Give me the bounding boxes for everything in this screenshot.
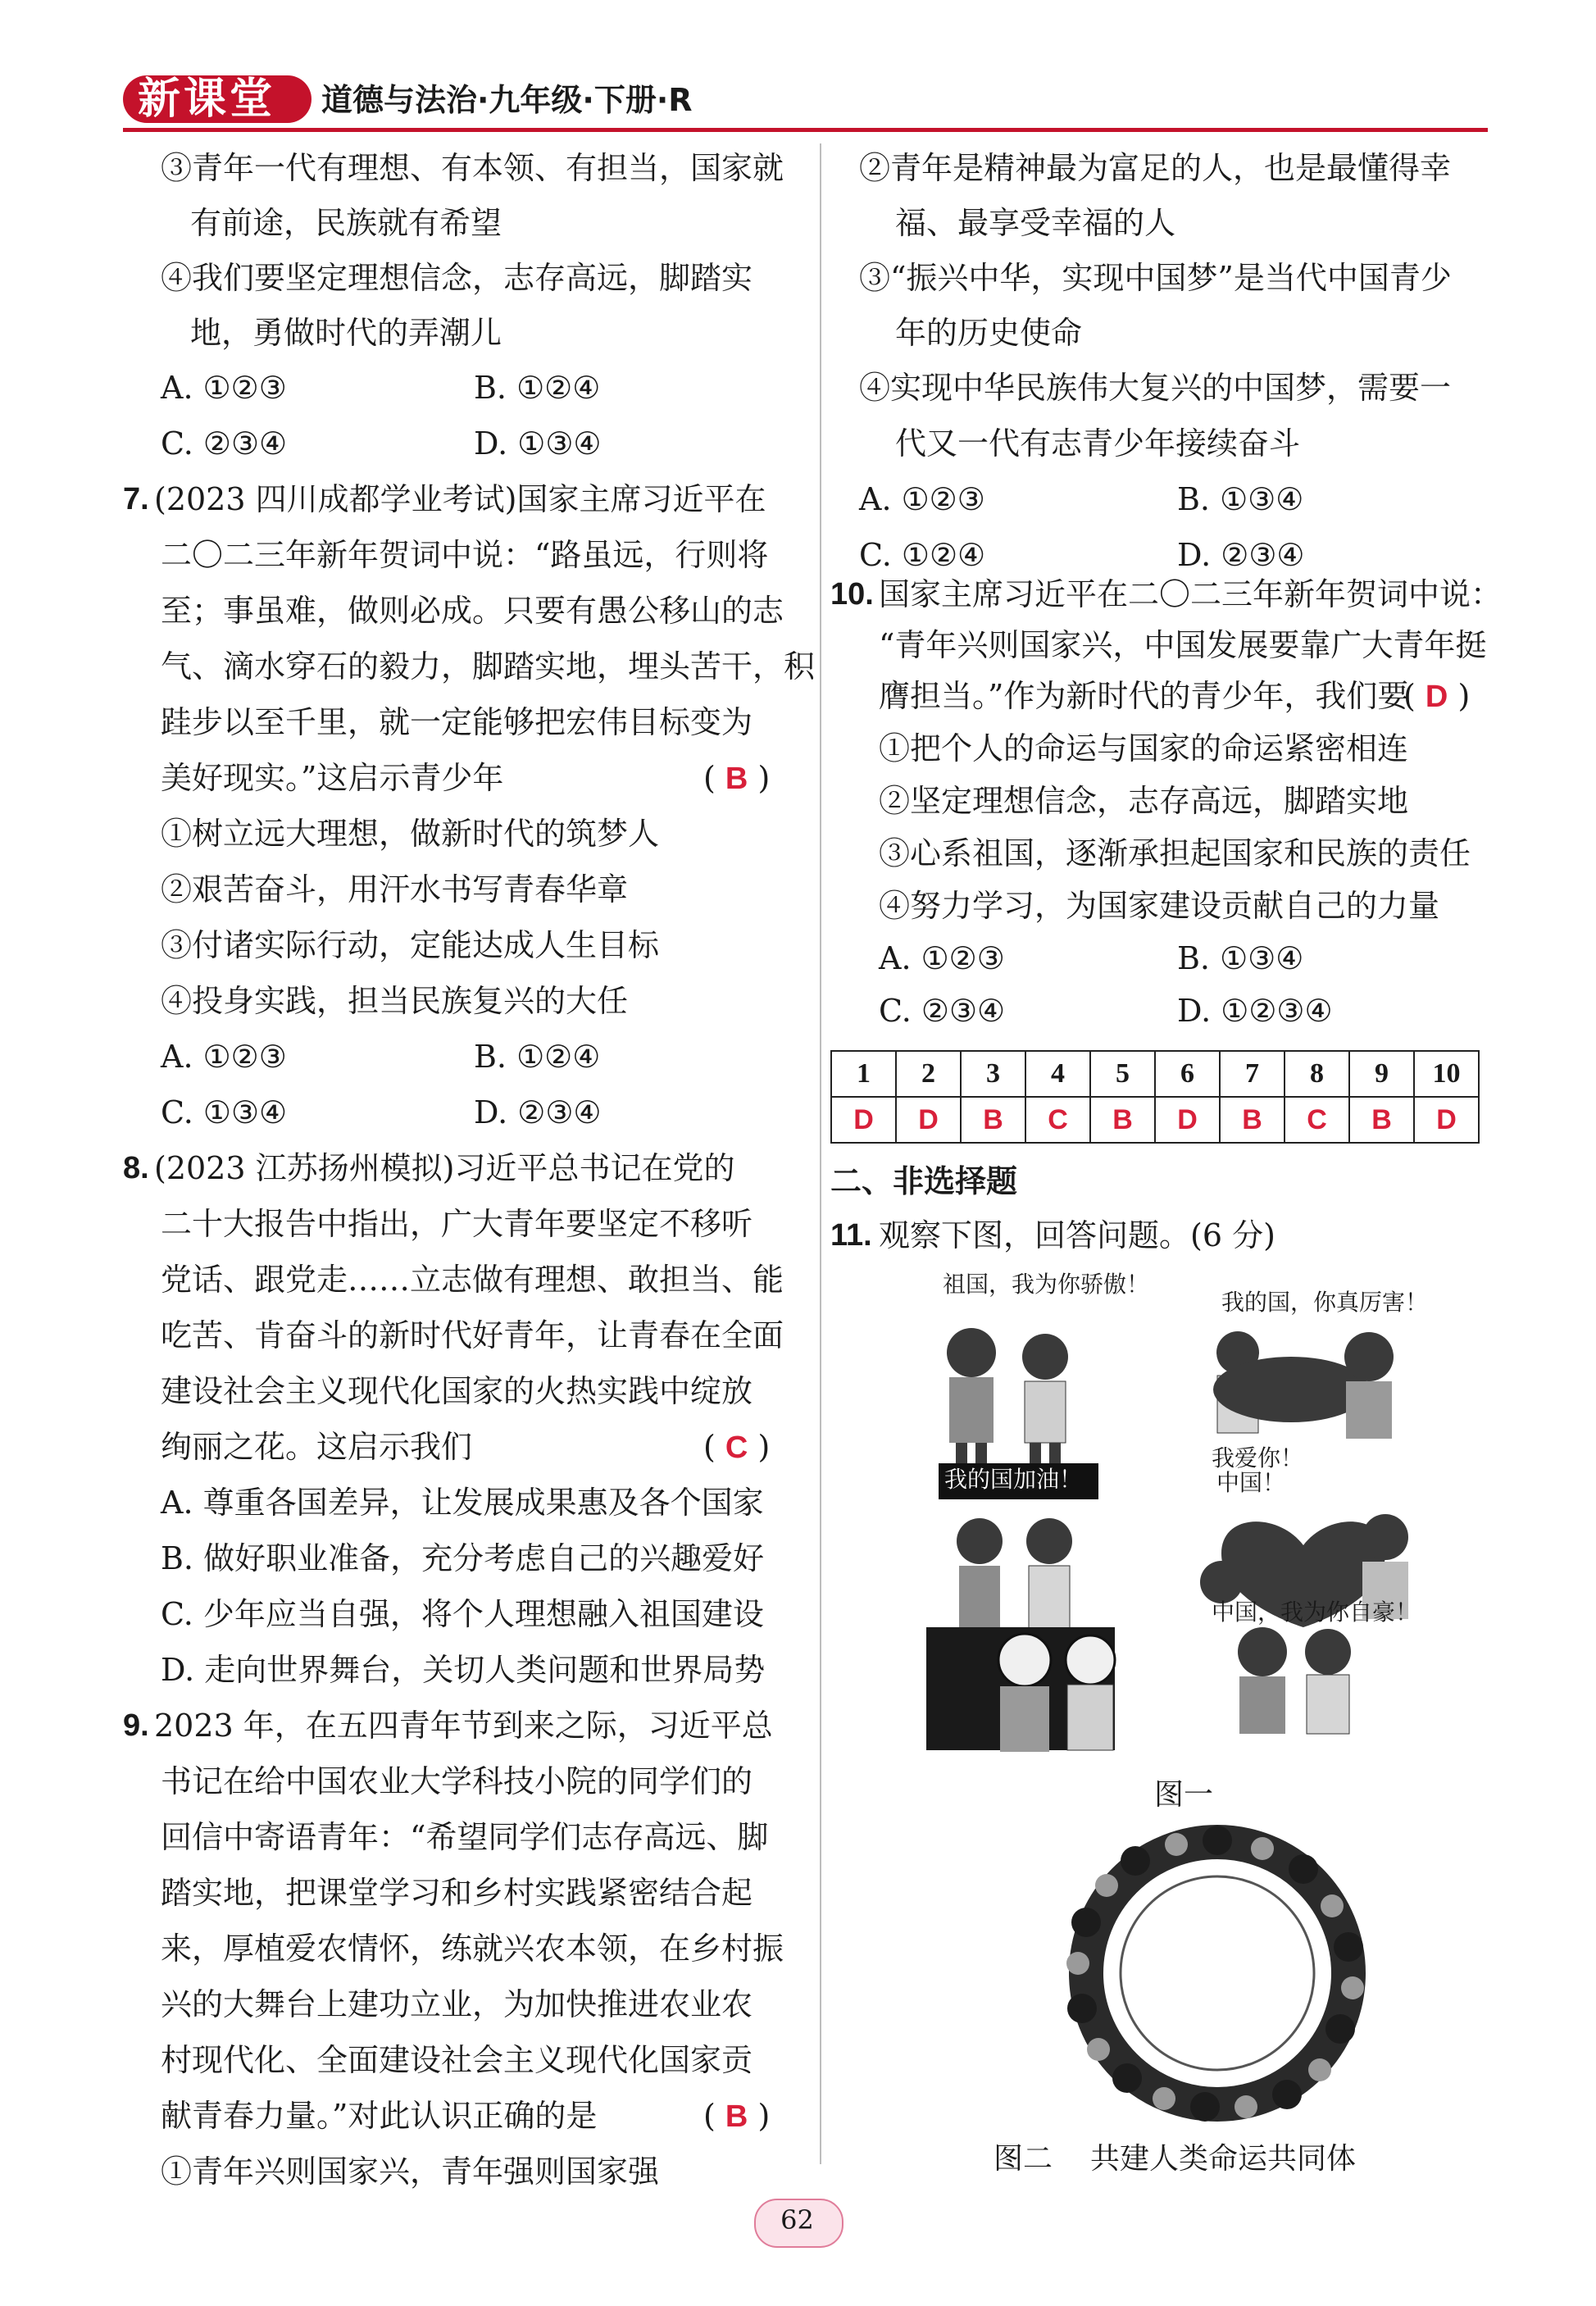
answer-key-answer: B xyxy=(961,1097,1025,1143)
q9-item-3-line2: 年的历史使命 xyxy=(895,315,1083,351)
q10-option-a: A. ①②③ xyxy=(879,940,1005,976)
q9-line1: 2023 年，在五四青年节到来之际，习近平总 xyxy=(154,1708,773,1744)
q7-answer-letter: B xyxy=(725,762,748,796)
answer-key-number: 6 xyxy=(1155,1051,1220,1097)
q6-item-3-line1: ③青年一代有理想、有本领、有担当，国家就 xyxy=(161,150,784,186)
q9-line2: 书记在给中国农业大学科技小院的同学们的 xyxy=(161,1763,753,1799)
q7-item-2: ②艰苦奋斗，用汗水书写青春华章 xyxy=(161,871,629,907)
fig1-bubble-5: 中国！ xyxy=(1216,1469,1286,1496)
q7-line1: (2023 四川成都学业考试)国家主席习近平在 xyxy=(154,481,766,517)
answer-key-answer: C xyxy=(1285,1097,1349,1143)
q10-line1: 国家主席习近平在二〇二三年新年贺词中说： xyxy=(879,576,1503,612)
answer-key-answer: D xyxy=(1414,1097,1479,1143)
q7-item-3: ③付诸实际行动，定能达成人生目标 xyxy=(161,927,660,963)
figure1-caption: 图一 xyxy=(1154,1778,1214,1812)
q11-number: 11. xyxy=(830,1218,872,1253)
fig1-bubble-4: 我爱你！ xyxy=(1212,1444,1304,1471)
answer-key-answer: B xyxy=(1349,1097,1414,1143)
figure2-illustration xyxy=(1057,1824,1377,2123)
q9-line6: 兴的大舞台上建功立业，为加快推进农业农 xyxy=(161,1986,753,2022)
q6-item-4-line2: 地，勇做时代的弄潮儿 xyxy=(190,315,502,351)
q7-line2: 二〇二三年新年贺词中说：“路虽远，行则将 xyxy=(161,537,769,573)
answer-key-number: 9 xyxy=(1349,1051,1414,1097)
q11-text: 观察下图，回答问题。(6 分) xyxy=(879,1217,1275,1253)
section-title: 二、非选择题 xyxy=(830,1163,1018,1199)
q8-option-c: C. 少年应当自强，将个人理想融入祖国建设 xyxy=(161,1596,764,1632)
answer-key-numbers-row xyxy=(831,1051,1479,1097)
page-number-text: 62 xyxy=(780,2204,814,2236)
q10-option-b: B. ①③④ xyxy=(1177,940,1304,976)
brand-logo xyxy=(123,69,311,133)
q9-option-d: D. ②③④ xyxy=(1177,537,1305,573)
q6-option-b: B. ①②④ xyxy=(474,370,601,406)
q9-item-1: ①青年兴则国家兴，青年强则国家强 xyxy=(161,2154,660,2190)
q9-option-b: B. ①③④ xyxy=(1177,481,1304,517)
q7-line5: 跬步以至千里，就一定能够把宏伟目标变为 xyxy=(161,704,753,740)
q9-item-4-line2: 代又一代有志青少年接续奋斗 xyxy=(895,425,1301,462)
header-divider xyxy=(123,128,1488,132)
q8-line6: 绚丽之花。这启示我们 xyxy=(161,1429,473,1465)
answer-key-number: 4 xyxy=(1025,1051,1090,1097)
answer-key-answer: B xyxy=(1220,1097,1285,1143)
q9-line3: 回信中寄语青年：“希望同学们志存高远、脚 xyxy=(161,1819,769,1855)
figure2-caption-label: 图二 xyxy=(994,2142,1053,2176)
q6-item-3-line2: 有前途，民族就有希望 xyxy=(190,205,502,241)
book-title: 道德与法治·九年级·下册·R xyxy=(321,82,693,118)
answer-key-number: 5 xyxy=(1090,1051,1155,1097)
q10-answer: ( D ) xyxy=(1403,678,1471,714)
q6-item-4-line1: ④我们要坚定理想信念，志存高远，脚踏实 xyxy=(161,260,753,296)
q10-item-2: ②坚定理想信念，志存高远，脚踏实地 xyxy=(879,783,1409,819)
q8-line2: 二十大报告中指出，广大青年要坚定不移听 xyxy=(161,1206,753,1242)
q10-line3: 膺担当。”作为新时代的青少年，我们要 xyxy=(879,678,1409,714)
logo-text: 新课堂 xyxy=(138,75,276,124)
q9-line5: 来，厚植爱农情怀，练就兴农本领，在乡村振 xyxy=(161,1931,784,1967)
q10-item-4: ④努力学习，为国家建设贡献自己的力量 xyxy=(879,888,1440,924)
q9-number: 9. xyxy=(123,1708,149,1743)
q6-option-a: A. ①②③ xyxy=(161,370,287,406)
q7-option-a: A. ①②③ xyxy=(161,1039,287,1075)
q9-line7: 村现代化、全面建设社会主义现代化国家贡 xyxy=(161,2042,753,2078)
page-number xyxy=(754,2199,840,2245)
q7-option-c: C. ①③④ xyxy=(161,1094,288,1130)
fig1-bubble-2: 我的国，你真厉害！ xyxy=(1221,1289,1429,1316)
answer-key-answers-row xyxy=(831,1097,1479,1143)
q8-option-d: D. 走向世界舞台，关切人类问题和世界局势 xyxy=(161,1652,766,1688)
q10-option-d: D. ①②③④ xyxy=(1177,993,1333,1029)
q7-line6: 美好现实。”这启示青少年 xyxy=(161,760,504,796)
q10-item-3: ③心系祖国，逐渐承担起国家和民族的责任 xyxy=(879,835,1471,871)
q10-item-1: ①把个人的命运与国家的命运紧密相连 xyxy=(879,730,1409,766)
q10-option-c: C. ②③④ xyxy=(879,993,1006,1029)
answer-key-answer: D xyxy=(1155,1097,1220,1143)
q7-option-b: B. ①②④ xyxy=(474,1039,601,1075)
q8-line1: (2023 江苏扬州模拟)习近平总书记在党的 xyxy=(154,1150,735,1186)
q7-answer: ( B ) xyxy=(703,760,771,796)
q9-item-2-line2: 福、最享受幸福的人 xyxy=(895,205,1176,241)
answer-key-number: 10 xyxy=(1414,1051,1479,1097)
q8-answer-letter: C xyxy=(725,1430,748,1465)
answer-key-answer: B xyxy=(1090,1097,1155,1143)
q8-option-a: A. 尊重各国差异，让发展成果惠及各个国家 xyxy=(161,1485,764,1521)
q7-item-1: ①树立远大理想，做新时代的筑梦人 xyxy=(161,816,660,852)
q9-answer: ( B ) xyxy=(703,2098,771,2134)
answer-key-answer: D xyxy=(831,1097,896,1143)
q6-option-c: C. ②③④ xyxy=(161,425,288,462)
q9-line8: 献青春力量。”对此认识正确的是 xyxy=(161,2098,598,2134)
answer-key-number: 8 xyxy=(1285,1051,1349,1097)
q6-option-d: D. ①③④ xyxy=(474,425,602,462)
answer-key-answer: C xyxy=(1025,1097,1090,1143)
answer-key-number: 3 xyxy=(961,1051,1025,1097)
figure2-caption-text: 共建人类命运共同体 xyxy=(1090,2142,1357,2176)
q9-option-a: A. ①②③ xyxy=(859,481,985,517)
answer-key-number: 7 xyxy=(1220,1051,1285,1097)
q10-answer-letter: D xyxy=(1425,680,1448,714)
fig1-bubble-1: 祖国，我为你骄傲！ xyxy=(943,1271,1150,1298)
q8-line4: 吃苦、肯奋斗的新时代好青年，让青春在全面 xyxy=(161,1317,784,1353)
q7-line4: 气、滴水穿石的毅力，脚踏实地，埋头苦干，积 xyxy=(161,648,816,685)
q9-item-2-line1: ②青年是精神最为富足的人，也是最懂得幸 xyxy=(859,150,1452,186)
q8-line5: 建设社会主义现代化国家的火热实践中绽放 xyxy=(161,1373,753,1409)
q8-answer: ( C ) xyxy=(703,1429,771,1465)
q9-answer-letter: B xyxy=(725,2099,748,2134)
q7-option-d: D. ②③④ xyxy=(474,1094,602,1130)
q10-number: 10. xyxy=(830,577,874,612)
q9-line4: 踏实地，把课堂学习和乡村实践紧密结合起 xyxy=(161,1875,753,1911)
q8-line3: 党话、跟党走……立志做有理想、敢担当、能 xyxy=(161,1262,784,1298)
answer-key-number: 2 xyxy=(896,1051,961,1097)
q7-line3: 至；事虽难，做则必成。只要有愚公移山的志 xyxy=(161,593,784,629)
q7-number: 7. xyxy=(123,482,149,516)
answer-key-answer: D xyxy=(896,1097,961,1143)
q10-line2: “青年兴则国家兴，中国发展要靠广大青年挺 xyxy=(879,627,1487,663)
q8-option-b: B. 做好职业准备，充分考虑自己的兴趣爱好 xyxy=(161,1540,765,1576)
figure1-illustration xyxy=(926,1267,1443,1758)
fig1-bubble-3: 我的国加油！ xyxy=(944,1466,1083,1493)
answer-key-number: 1 xyxy=(831,1051,896,1097)
q8-number: 8. xyxy=(123,1151,149,1185)
q9-item-3-line1: ③“振兴中华，实现中国梦”是当代中国青少 xyxy=(859,260,1452,296)
column-divider xyxy=(820,143,821,2164)
q9-item-4-line1: ④实现中华民族伟大复兴的中国梦，需要一 xyxy=(859,370,1452,406)
answer-key-table xyxy=(830,1050,1480,1144)
fig1-bubble-6: 中国，我为你自豪！ xyxy=(1212,1599,1419,1626)
q7-item-4: ④投身实践，担当民族复兴的大任 xyxy=(161,983,629,1019)
q9-option-c: C. ①②④ xyxy=(859,537,986,573)
